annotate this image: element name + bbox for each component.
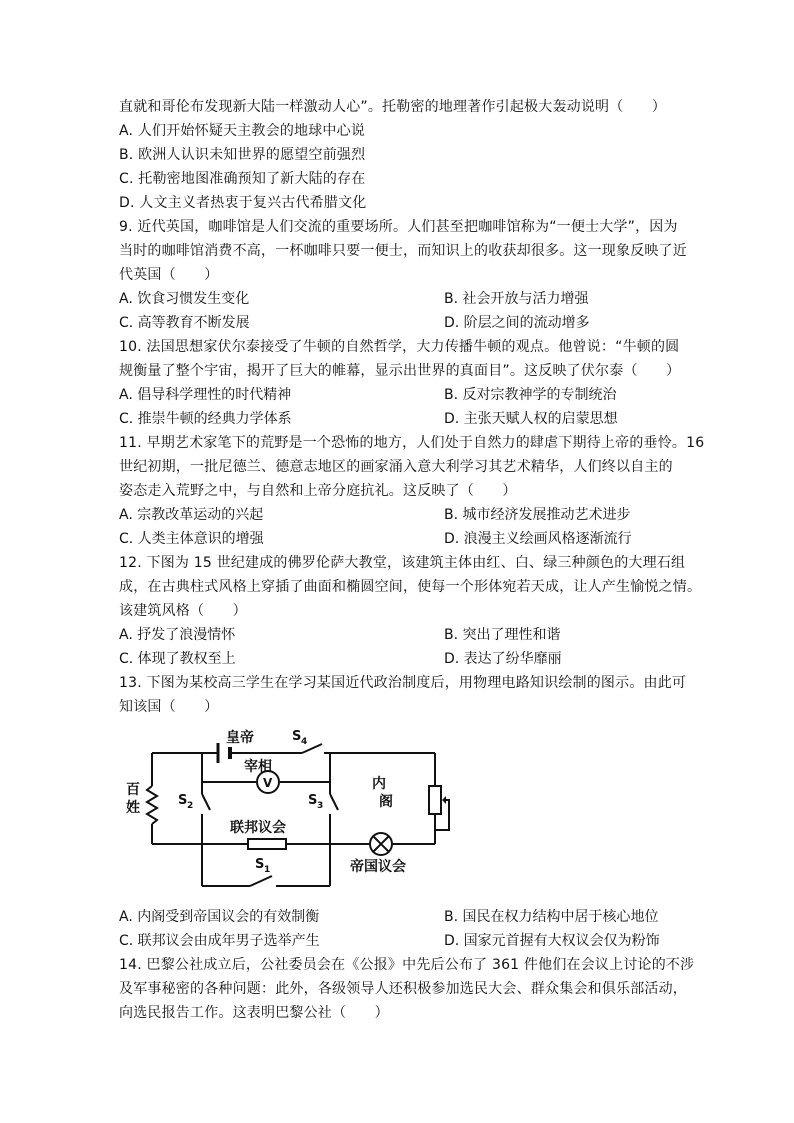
label-chancellor: 宰相	[244, 759, 272, 775]
q9-option-a[interactable]: A. 饮食习惯发生变化	[119, 291, 250, 307]
q12-stem-line-1: 12. 下图为 15 世纪建成的佛罗伦萨大教堂，该建筑主体由红、白、绿三种颜色的大理石组	[119, 555, 686, 571]
q11-option-a[interactable]: A. 宗教改革运动的兴起	[119, 507, 264, 523]
q11-stem-line-2: 世纪初期，一批尼德兰、德意志地区的画家涌入意大利学习其艺术精华，人们终以自主的	[119, 459, 673, 475]
q14-stem-line-2: 及军事秘密的各种问题：此外，各级领导人还积极参加选民大会、群众集会和俱乐部活动，	[119, 981, 687, 997]
q10-stem-line-1: 10. 法国思想家伏尔泰接受了牛顿的自然哲学，大力传播牛顿的观点。他曾说：“牛顿的圆	[119, 339, 680, 355]
q11-option-b[interactable]: B. 城市经济发展推动艺术进步	[444, 507, 631, 523]
q13-option-a[interactable]: A. 内阁受到帝国议会的有效制衡	[119, 909, 320, 925]
q14-stem-line-1: 14. 巴黎公社成立后，公社委员会在《公报》中先后公布了 361 件他们在会议上讨论的不涉	[119, 957, 695, 973]
q10-option-c[interactable]: C. 推崇牛顿的经典力学体系	[119, 411, 292, 427]
q8-option-b[interactable]: B. 欧洲人认识未知世界的愿望空前强烈	[119, 147, 366, 163]
label-s3-sub: 3	[317, 801, 324, 811]
q11-stem-line-3: 姿态走入荒野之中，与自然和上帝分庭抗礼。这反映了（ ）	[119, 483, 517, 499]
q9-stem-line-1: 9. 近代英国，咖啡馆是人们交流的重要场所。人们甚至把咖啡馆称为“一便士大学”，因为	[119, 219, 678, 235]
q14-stem-line-3: 向选民报告工作。这表明巴黎公社（ ）	[119, 1005, 389, 1021]
q12-stem-line-3: 该建筑风格（ ）	[119, 603, 247, 619]
q8-option-c[interactable]: C. 托勒密地图准确预知了新大陆的存在	[119, 171, 366, 187]
label-s4-sub: 4	[301, 737, 308, 747]
label-imperial-diet: 帝国议会	[350, 859, 406, 875]
q9-option-b[interactable]: B. 社会开放与活力增强	[444, 291, 589, 307]
q10-option-a[interactable]: A. 倡导科学理性的时代精神	[119, 387, 292, 403]
q13-stem-line-2: 知该国（ ）	[119, 699, 219, 715]
q12-option-a[interactable]: A. 抒发了浪漫情怀	[119, 627, 236, 643]
q10-option-b[interactable]: B. 反对宗教神学的专制统治	[444, 387, 617, 403]
q12-option-b[interactable]: B. 突出了理性和谐	[444, 627, 561, 643]
label-s1-sub: 1	[264, 865, 271, 875]
q8-option-d[interactable]: D. 人文主义者热衷于复兴古代希腊文化	[119, 195, 367, 211]
q13-option-d[interactable]: D. 国家元首握有大权议会仅为粉饰	[444, 933, 660, 949]
q8-continuation: 直就和哥伦布发现新大陆一样激动人心”。托勒密的地理著作引起极大轰动说明（ ）	[119, 99, 667, 115]
label-emperor: 皇帝	[226, 730, 254, 746]
q12-stem-line-2: 成，在古典柱式风格上穿插了曲面和椭圆空间，使每一个形体宛若天成，让人产生愉悦之情。	[119, 579, 702, 595]
q13-option-c[interactable]: C. 联邦议会由成年男子选举产生	[119, 933, 320, 949]
label-s3: S	[308, 793, 318, 808]
q10-stem-line-2: 规衡量了整个宇宙，揭开了巨大的帷幕，显示出世界的真面目”。这反映了伏尔泰（ ）	[119, 363, 681, 379]
q11-stem-line-1: 11. 早期艺术家笔下的荒野是一个恐怖的地方，人们处于自然力的肆虐下期待上帝的垂怜。16	[119, 435, 705, 451]
q10-option-d[interactable]: D. 主张天赋人权的启蒙思想	[444, 411, 618, 427]
q13-stem-line-1: 13. 下图为某校高三学生在学习某国近代政治制度后，用物理电路知识绘制的图示。由此可	[119, 675, 687, 691]
q12-option-c[interactable]: C. 体现了教权至上	[119, 651, 236, 667]
label-s2-sub: 2	[187, 801, 194, 811]
label-s4: S	[292, 729, 302, 744]
q12-option-d[interactable]: D. 表达了纷华靡丽	[444, 651, 562, 667]
q11-option-d[interactable]: D. 浪漫主义绘画风格逐渐流行	[444, 531, 632, 547]
label-cabinet-2: 阁	[379, 794, 393, 810]
q9-option-c[interactable]: C. 高等教育不断发展	[119, 315, 250, 331]
q11-option-c[interactable]: C. 人类主体意识的增强	[119, 531, 264, 547]
label-federal-council: 联邦议会	[230, 820, 286, 836]
q9-option-d[interactable]: D. 阶层之间的流动增多	[444, 315, 590, 331]
label-s2: S	[178, 793, 188, 808]
q13-option-b[interactable]: B. 国民在权力结构中居于核心地位	[444, 909, 659, 925]
q8-option-a[interactable]: A. 人们开始怀疑天主教会的地球中心说	[119, 123, 366, 139]
q9-stem-line-3: 代英国（ ）	[119, 267, 219, 283]
label-s1: S	[255, 857, 265, 872]
voltmeter-symbol: V	[263, 776, 273, 790]
q9-stem-line-2: 当时的咖啡馆消费不高，一杯咖啡只要一便士，而知识上的收获却很多。这一现象反映了近	[119, 243, 687, 259]
circuit-diagram	[126, 726, 450, 896]
label-cabinet-1: 内	[372, 776, 386, 792]
label-people-1: 百	[126, 782, 140, 798]
label-people-2: 姓	[126, 800, 140, 816]
